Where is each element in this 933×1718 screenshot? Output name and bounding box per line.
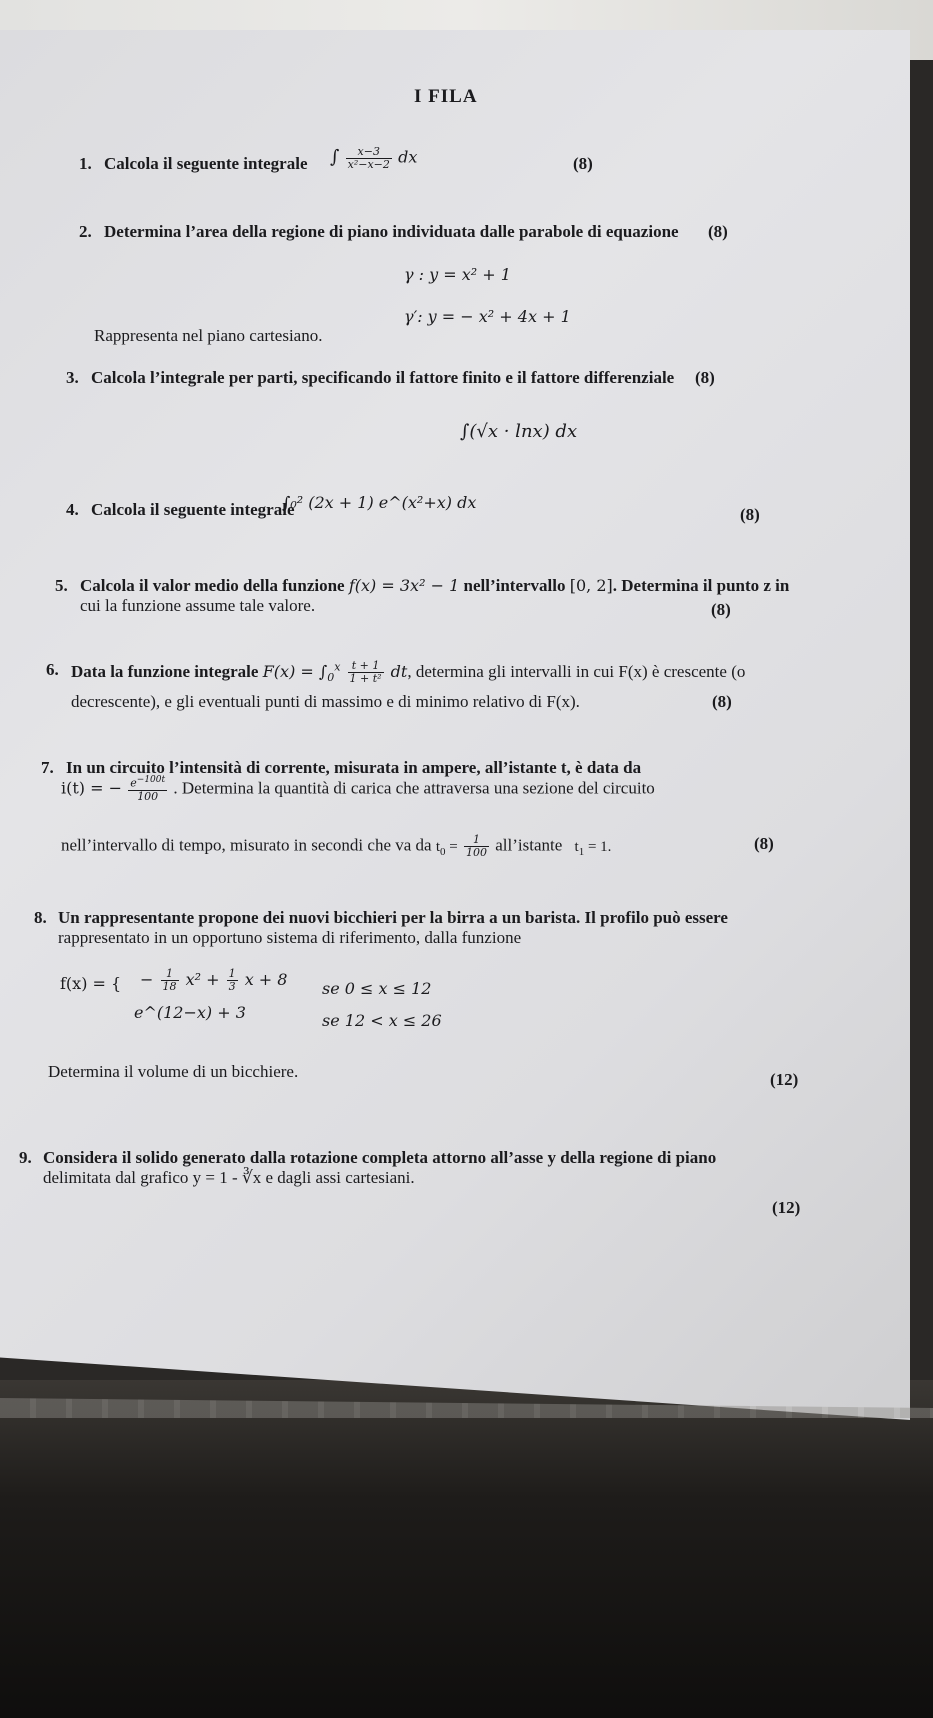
exercise-line-2 — [71, 692, 580, 712]
text-part: decrescente), e gli eventuali punti di massimo e di minimo relativo di — [71, 692, 543, 711]
text-part: . Determina la quantità di carica che attraversa una sezione del circuito — [173, 778, 655, 798]
text-part: nell’intervallo di tempo, misurato in secondi che va da — [61, 835, 432, 855]
text-part: , determina gli intervalli in cui — [407, 662, 615, 682]
exercise-line-2: rappresentato in un opportuno sistema di riferimento, dalla funzione — [58, 928, 522, 947]
exercise-text: Calcola il seguente integrale — [104, 154, 308, 173]
exercise-number: 4. — [66, 500, 79, 519]
piece-1: − $\frac{1}{18}$ x² + $\frac{1}{3}$ x + 8 — [140, 967, 288, 994]
exercise-number: 7. — [41, 758, 54, 777]
points: (12) — [772, 1198, 801, 1217]
text-part: all’istante — [495, 835, 563, 855]
points: (8) — [708, 222, 728, 241]
text-part: Calcola il valor medio della funzione — [80, 576, 345, 595]
exercise-text: Determina l’area della regione di piano individuata dalle parabole di equazione — [104, 222, 679, 241]
integral-expression: ∫₀² (2x + 1) e^(x²+x) dx — [282, 493, 477, 512]
points: (8) — [740, 505, 760, 524]
exercise-text — [80, 576, 789, 596]
parabola-equation-1: γ : y = x² + 1 — [404, 265, 511, 284]
points: (8) — [695, 368, 715, 387]
exercise-text: In un circuito l’intensità di corrente, misurata in ampere, all’istante t, è data da — [66, 758, 642, 777]
exercise-number: 5. — [55, 576, 68, 595]
points: (12) — [770, 1070, 799, 1089]
integral-function: $F(x) = \int_0^x$ $\frac{t + 1}{\text{1 + t²}}$ dt — [262, 659, 408, 686]
parabola-equation-2: γ′: y = − x² + 4x + 1 — [404, 307, 571, 326]
points: (8) — [573, 154, 593, 173]
exercise-text — [71, 660, 745, 685]
exercise-text: Considera il solido generato dalla rotazione completa attorno all’asse y della regione di piano — [43, 1148, 717, 1167]
text-part: . Determina il punto z in — [612, 576, 790, 595]
function-formula: f(x) = 3x² − 1 — [348, 576, 460, 595]
points: (8) — [711, 600, 731, 619]
function-name: F(x) — [618, 662, 648, 682]
integral-formula: ∫ $\frac{x-3}{\text{x²−x−2}}$ dx — [330, 145, 418, 172]
exercise-number: 2. — [79, 222, 92, 241]
condition-2: se 12 < x ≤ 26 — [322, 1011, 442, 1030]
text-part: nell’intervallo — [463, 576, 566, 595]
text-part: delimitata dal grafico — [43, 1168, 189, 1187]
exercise-number: 8. — [34, 908, 47, 927]
exercise-text: Un rappresentante propone dei nuovi bicchieri per la birra a un barista. Il profilo può essere — [58, 908, 728, 927]
piecewise-function: f(x) = { — [60, 974, 122, 993]
current-formula: i(t) = − $\frac{e^{-100t}}{100}$ . Determina la quantità di carica che attraversa una sezione del circuito — [61, 775, 655, 803]
function-name: F(x). — [546, 692, 580, 711]
exercise-text: Calcola l’integrale per parti, specificando il fattore finito e il fattore differenziale — [91, 368, 675, 387]
exercise-text: Calcola il seguente integrale — [91, 500, 295, 519]
points: (8) — [754, 834, 774, 853]
exercise-number: 6. — [46, 660, 59, 679]
exercise-line-2 — [43, 1168, 415, 1188]
piece-2: e^(12−x) + 3 — [134, 1003, 246, 1022]
page-title: I FILA — [414, 86, 478, 107]
exercise-number: 9. — [19, 1148, 32, 1167]
text-part: e dagli assi cartesiani. — [265, 1168, 415, 1187]
exercise-note: Rappresenta nel piano cartesiano. — [94, 326, 323, 345]
exercise-number: 3. — [66, 368, 79, 387]
condition-1: se 0 ≤ x ≤ 12 — [322, 979, 432, 998]
interval: [0, 2] — [569, 576, 613, 595]
exercise-line-2: cui la funzione assume tale valore. — [80, 596, 316, 615]
exercise-line-3: nell’intervallo di tempo, misurato in secondi che va da $t_0$ = $\frac{1}{100}$ all’istante $t_1 = 1$. — [61, 833, 612, 860]
exercise-number: 1. — [79, 154, 92, 173]
text-part: Data la funzione integrale — [71, 662, 259, 682]
curve-formula: y = 1 - ∛x — [192, 1168, 262, 1187]
points: (8) — [712, 692, 732, 711]
integral-formula — [282, 494, 476, 512]
background-table — [0, 1380, 933, 1718]
exercise-question: Determina il volume di un bicchiere. — [48, 1062, 299, 1081]
text-part: è crescente (o — [651, 662, 746, 682]
integral-formula: ∫(√x · lnx) dx — [460, 421, 578, 442]
